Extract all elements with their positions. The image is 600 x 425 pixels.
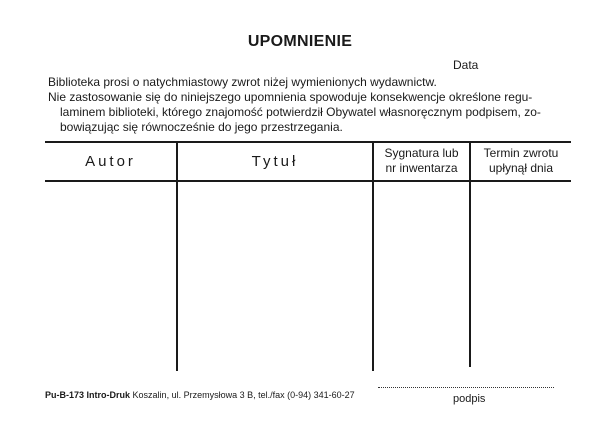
publisher-name: Intro-Druk	[86, 390, 131, 400]
signature-line	[378, 387, 554, 388]
date-label: Data	[453, 58, 479, 72]
header-signature-line: nr inwentarza	[385, 161, 458, 175]
intro-line: laminem biblioteki, którego znajomość potwierdził Obywatel własnoręcznym podpisem, zo-	[60, 105, 541, 119]
items-table	[45, 141, 571, 371]
table-top-border	[45, 141, 571, 143]
header-signature	[374, 144, 469, 178]
publisher-address: Koszalin, ul. Przemysłowa 3 B, tel./fax (0-94) 341-60-27	[132, 390, 355, 400]
intro-line: Biblioteka prosi o natychmiastowy zwrot niżej wymienionych wydawnictw.	[48, 75, 437, 89]
header-signature-line: Sygnatura lub	[384, 146, 459, 160]
form-code: Pu-B-173	[45, 390, 85, 400]
printer-imprint	[45, 390, 355, 400]
intro-line: Nie zastosowanie się do niniejszego upomnienia spowoduje konsekwencje określone regu-	[48, 90, 533, 104]
header-title: Tytuł	[251, 152, 299, 170]
header-author: Autor	[85, 152, 136, 170]
header-deadline-line: upłynął dnia	[488, 161, 554, 175]
header-deadline-line: Termin zwrotu	[483, 146, 559, 160]
table-header-border	[45, 180, 571, 182]
header-deadline	[471, 144, 571, 178]
signature-label: podpis	[453, 393, 486, 405]
intro-line: bowiązując się równocześnie do jego przestrzegania.	[60, 120, 343, 134]
form-title: UPOMNIENIE	[247, 33, 353, 50]
intro-text	[48, 75, 568, 135]
